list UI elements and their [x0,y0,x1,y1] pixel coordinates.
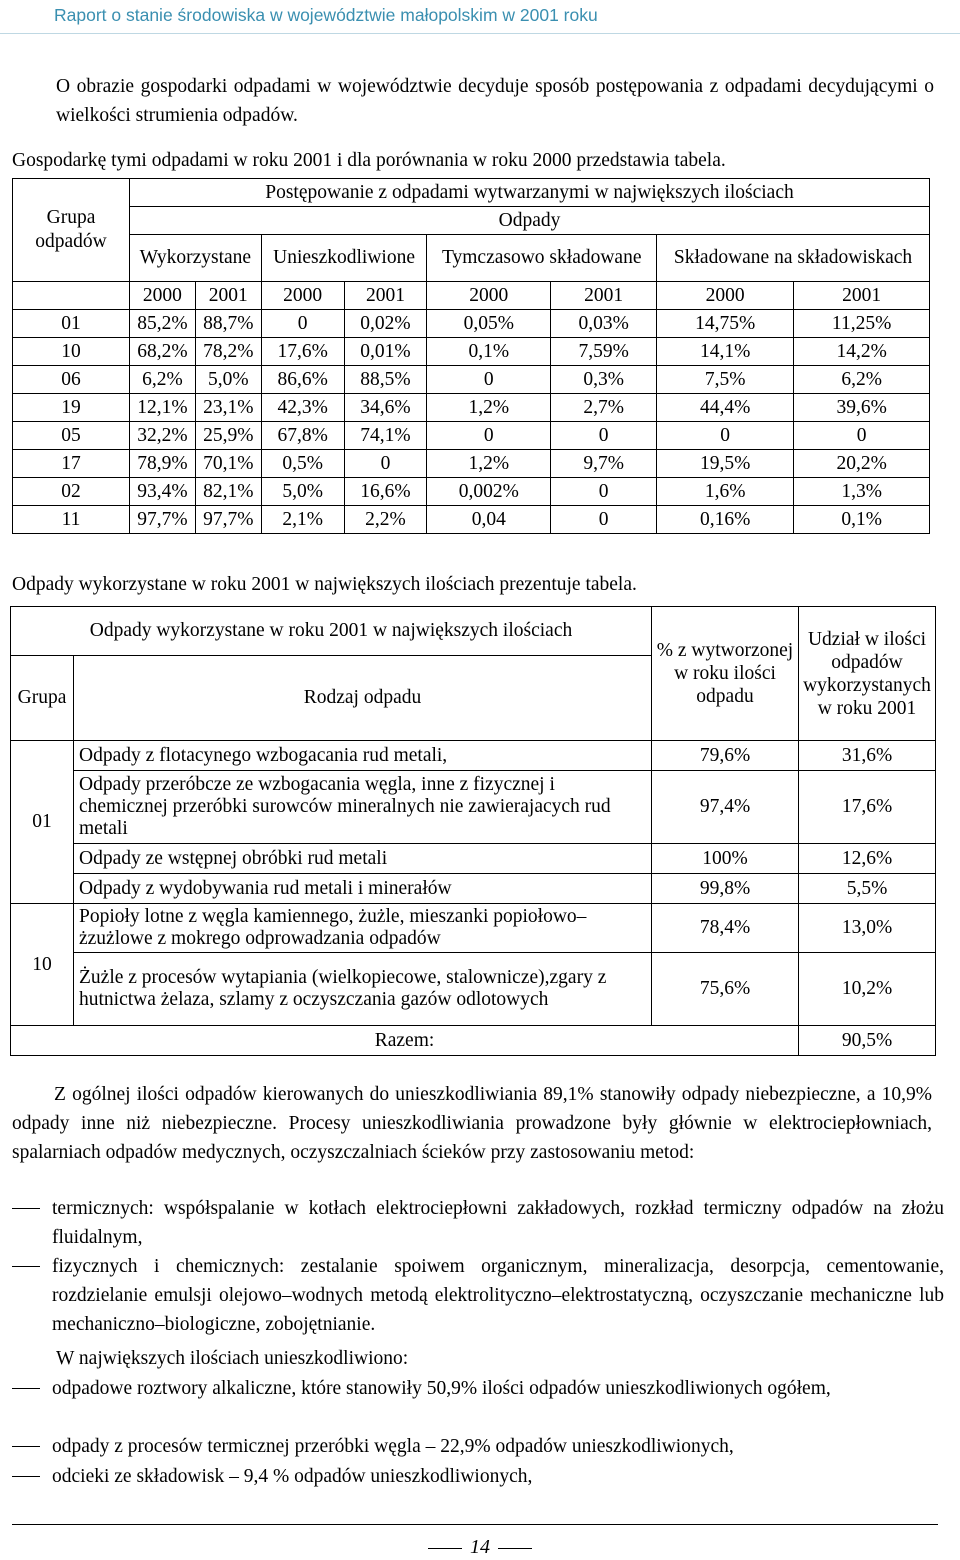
column-group-header: Składowane na składowiskach [657,235,930,282]
value-cell: 7,59% [551,338,657,366]
total-label: Razem: [11,1026,799,1056]
year-header: 2000 [261,282,344,310]
share-value: 10,2% [799,953,936,1026]
dash-bullet [12,1388,40,1389]
waste-type: Odpady ze wstępnej obróbki rud metali [74,844,652,874]
value-cell: 2,1% [261,506,344,534]
value-cell: 1,3% [794,478,930,506]
total-row [11,1026,936,1056]
disposal-method-text: fizycznych i chemicznych: zestalanie spoiwem organicznym, mineralizacja, desorpcja, cementowanie, rozdzielanie emulsji olejowo–wodnych metodą elektrolityczno–elektrostatyczną, oczyszczanie mechaniczne lub mechaniczno–biologiczne, zobojętnianie. [52,1256,944,1335]
pct-value: 78,4% [652,904,799,953]
table-row [11,874,936,904]
value-cell: 14,75% [657,310,794,338]
table-row [11,844,936,874]
type-header: Rodzaj odpadu [74,656,652,741]
value-cell: 34,6% [344,394,427,422]
value-cell: 70,1% [195,450,261,478]
footer-rule [12,1524,938,1525]
year-header: 2000 [657,282,794,310]
share-value: 5,5% [799,874,936,904]
value-cell: 0 [657,422,794,450]
value-cell: 1,2% [427,394,551,422]
value-cell: 6,2% [130,366,196,394]
value-cell: 12,1% [130,394,196,422]
table2-intro: Odpady wykorzystane w roku 2001 w największych ilościach prezentuje tabela. [12,574,637,595]
value-cell: 2,2% [344,506,427,534]
group-header: Grupa odpadów [13,179,130,282]
page-number [0,1536,960,1559]
value-cell: 88,7% [195,310,261,338]
value-cell: 67,8% [261,422,344,450]
value-cell: 0 [344,450,427,478]
value-cell: 68,2% [130,338,196,366]
value-cell: 0,002% [427,478,551,506]
value-cell: 0,02% [344,310,427,338]
group-code: 10 [11,904,74,1026]
value-cell: 0 [427,366,551,394]
value-cell: 14,1% [657,338,794,366]
value-cell: 0,03% [551,310,657,338]
waste-type: Popioły lotne z węgla kamiennego, żużle, mieszanki popiołowo–żzużlowe z mokrego odprowadzania odpadów [74,904,652,953]
year-header: 2001 [195,282,261,310]
share-value: 13,0% [799,904,936,953]
group-code: 05 [13,422,130,450]
empty-cell [13,282,130,310]
group-code: 01 [11,741,74,904]
year-header: 2000 [427,282,551,310]
value-cell: 32,2% [130,422,196,450]
table-row [11,741,936,771]
value-cell: 78,2% [195,338,261,366]
used-waste-table [10,606,936,1056]
group-code: 10 [13,338,130,366]
value-cell: 0,3% [551,366,657,394]
value-cell: 0 [794,422,930,450]
value-cell: 16,6% [344,478,427,506]
share-value: 17,6% [799,771,936,844]
table-row [11,904,936,953]
value-cell: 6,2% [794,366,930,394]
value-cell: 17,6% [261,338,344,366]
column-group-header: Unieszkodliwione [261,235,427,282]
value-cell: 39,6% [794,394,930,422]
value-cell: 0,1% [794,506,930,534]
pct-value: 79,6% [652,741,799,771]
value-cell: 0 [261,310,344,338]
value-cell: 0 [551,506,657,534]
group-code: 06 [13,366,130,394]
table1-title-row [13,179,930,207]
dash-bullet [12,1208,40,1209]
largest-disposal-heading: W największych ilościach unieszkodliwiono: [56,1348,409,1369]
pct-header: % z wytworzonej w roku ilości odpadu [652,607,799,741]
value-cell: 97,7% [130,506,196,534]
table-row [13,506,930,534]
disposal-paragraph: Z ogólnej ilości odpadów kierowanych do unieszkodliwiania 89,1% stanowiły odpady niebezpieczne, a 10,9% odpady inne niż niebezpieczne. Procesy unieszkodliwiania prowadzone były głównie w elektrociepłowniach, spalarniach odpadów medycznych, oczyszczalniach ścieków przy zastosowaniu metod: [12,1084,932,1163]
year-header: 2001 [344,282,427,310]
share-value: 12,6% [799,844,936,874]
value-cell: 0 [427,422,551,450]
column-group-header: Tymczasowo składowane [427,235,657,282]
value-cell: 0,1% [427,338,551,366]
value-cell: 0,05% [427,310,551,338]
table1-intro: Gospodarkę tymi odpadami w roku 2001 i dla porównania w roku 2000 przedstawia tabela. [12,150,726,171]
value-cell: 0,5% [261,450,344,478]
share-value: 31,6% [799,741,936,771]
value-cell: 19,5% [657,450,794,478]
value-cell: 1,6% [657,478,794,506]
group-code: 11 [13,506,130,534]
disposed-waste-text: odpadowe roztwory alkaliczne, które stanowiły 50,9% ilości odpadów unieszkodliwionych ogółem, [52,1378,831,1399]
value-cell: 7,5% [657,366,794,394]
table-row [13,338,930,366]
value-cell: 85,2% [130,310,196,338]
value-cell: 74,1% [344,422,427,450]
value-cell: 2,7% [551,394,657,422]
table-row [13,394,930,422]
value-cell: 88,5% [344,366,427,394]
dash-bullet [12,1266,40,1267]
group-code: 01 [13,310,130,338]
table1-year-row [13,282,930,310]
value-cell: 25,9% [195,422,261,450]
value-cell: 23,1% [195,394,261,422]
value-cell: 82,1% [195,478,261,506]
value-cell: 0 [551,422,657,450]
table1-subtitle-row [13,207,930,235]
table-row [13,422,930,450]
value-cell: 0,01% [344,338,427,366]
value-cell: 1,2% [427,450,551,478]
dash-bullet [12,1476,40,1477]
value-cell: 78,9% [130,450,196,478]
value-cell: 9,7% [551,450,657,478]
disposed-waste-text: odcieki ze składowisk – 9,4 % odpadów unieszkodliwionych, [52,1466,533,1487]
total-value: 90,5% [799,1026,936,1056]
dash-bullet [12,1446,40,1447]
waste-type: Żużle z procesów wytapiania (wielkopiecowe, stalownicze),zgary z hutnictwa żelaza, szlamy z oczyszczania gazów odlotowych [74,953,652,1026]
intro-paragraph: O obrazie gospodarki odpadami w województwie decyduje sposób postępowania z odpadami decydującymi o wielkości strumienia odpadów. [56,76,934,126]
table1-colgroup-row [13,235,930,282]
table-row [11,953,936,1026]
disposed-waste-text: odpady z procesów termicznej przeróbki węgla – 22,9% odpadów unieszkodliwionych, [52,1436,734,1457]
pct-value: 99,8% [652,874,799,904]
table-row [13,450,930,478]
table2-title: Odpady wykorzystane w roku 2001 w największych ilościach [11,607,652,656]
value-cell: 20,2% [794,450,930,478]
table-row [13,310,930,338]
value-cell: 93,4% [130,478,196,506]
year-header: 2001 [794,282,930,310]
table-row [11,771,936,844]
year-header: 2001 [551,282,657,310]
document-header: Raport o stanie środowiska w województwie małopolskim w 2001 roku [0,0,960,34]
group-header: Grupa [11,656,74,741]
waste-type: Odpady przeróbcze ze wzbogacania węgla, inne z fizycznej i chemicznej przeróbki surowców mineralnych nie zawierajacych rud metali [74,771,652,844]
value-cell: 0,16% [657,506,794,534]
value-cell: 5,0% [261,478,344,506]
group-code: 02 [13,478,130,506]
value-cell: 42,3% [261,394,344,422]
pct-value: 75,6% [652,953,799,1026]
waste-type: Odpady z flotacynego wzbogacania rud metali, [74,741,652,771]
value-cell: 14,2% [794,338,930,366]
value-cell: 5,0% [195,366,261,394]
value-cell: 97,7% [195,506,261,534]
value-cell: 86,6% [261,366,344,394]
table-row [13,478,930,506]
value-cell: 0 [551,478,657,506]
waste-handling-table [12,178,930,534]
value-cell: 44,4% [657,394,794,422]
share-header: Udział w ilości odpadów wykorzystanych w roku 2001 [799,607,936,741]
table2-title-row [11,607,936,656]
table1-title: Postępowanie z odpadami wytwarzanymi w największych ilościach [130,179,930,207]
value-cell: 0,04 [427,506,551,534]
waste-type: Odpady z wydobywania rud metali i minerałów [74,874,652,904]
pct-value: 100% [652,844,799,874]
page-number-value: 14 [470,1536,490,1558]
table-row [13,366,930,394]
column-group-header: Wykorzystane [130,235,262,282]
pct-value: 97,4% [652,771,799,844]
odpady-header: Odpady [130,207,930,235]
disposal-method-text: termicznych: współspalanie w kotłach elektrociepłowni zakładowych, rozkład termiczny odpadów na złożu fluidalnym, [52,1198,944,1248]
year-header: 2000 [130,282,196,310]
group-code: 19 [13,394,130,422]
group-code: 17 [13,450,130,478]
value-cell: 11,25% [794,310,930,338]
